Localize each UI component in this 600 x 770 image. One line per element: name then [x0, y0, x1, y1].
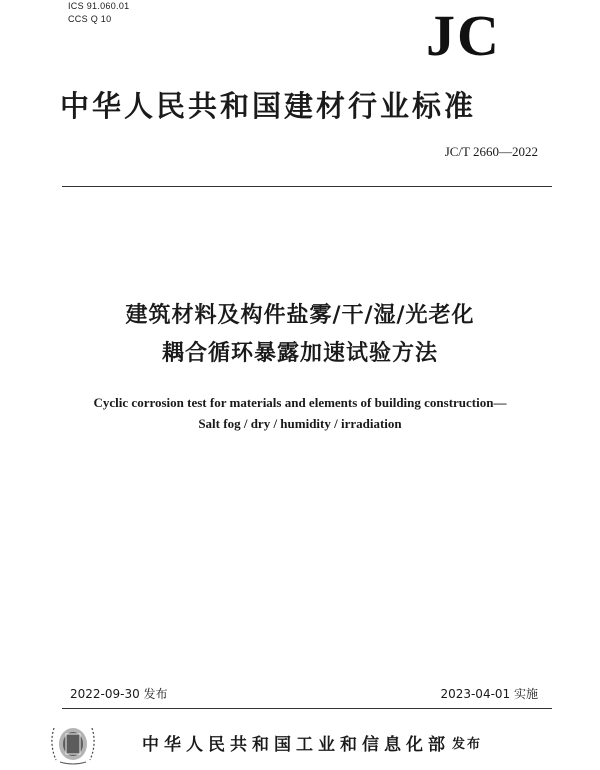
top-divider: [62, 186, 552, 187]
ccs-code: CCS Q 10: [68, 14, 112, 24]
implementation-date: 2023-04-01 实施: [440, 687, 538, 701]
seal-graphic: [44, 722, 102, 766]
title-english-line-1: Cyclic corrosion test for materials and elements of building construction—: [93, 395, 507, 410]
title-chinese-line-1: 建筑材料及构件盐雾/干/湿/光老化: [125, 303, 475, 328]
bottom-divider: [62, 708, 552, 709]
title-chinese-line-2: 耦合循环暴露加速试验方法: [161, 341, 438, 366]
ics-code: ICS 91.060.01: [68, 1, 130, 11]
jc-logo: JC: [426, 3, 501, 68]
standard-number: JC/T 2660—2022: [444, 144, 538, 159]
seal-icon: [44, 722, 102, 766]
standard-category: 中华人民共和国建材行业标准: [60, 89, 477, 123]
issuing-authority: 中华人民共和国工业和信息化部: [142, 735, 450, 755]
title-english-line-2: Salt fog / dry / humidity / irradiation: [198, 416, 402, 431]
publish-label: 发布: [452, 737, 483, 752]
issue-date: 2022-09-30 发布: [70, 687, 168, 701]
